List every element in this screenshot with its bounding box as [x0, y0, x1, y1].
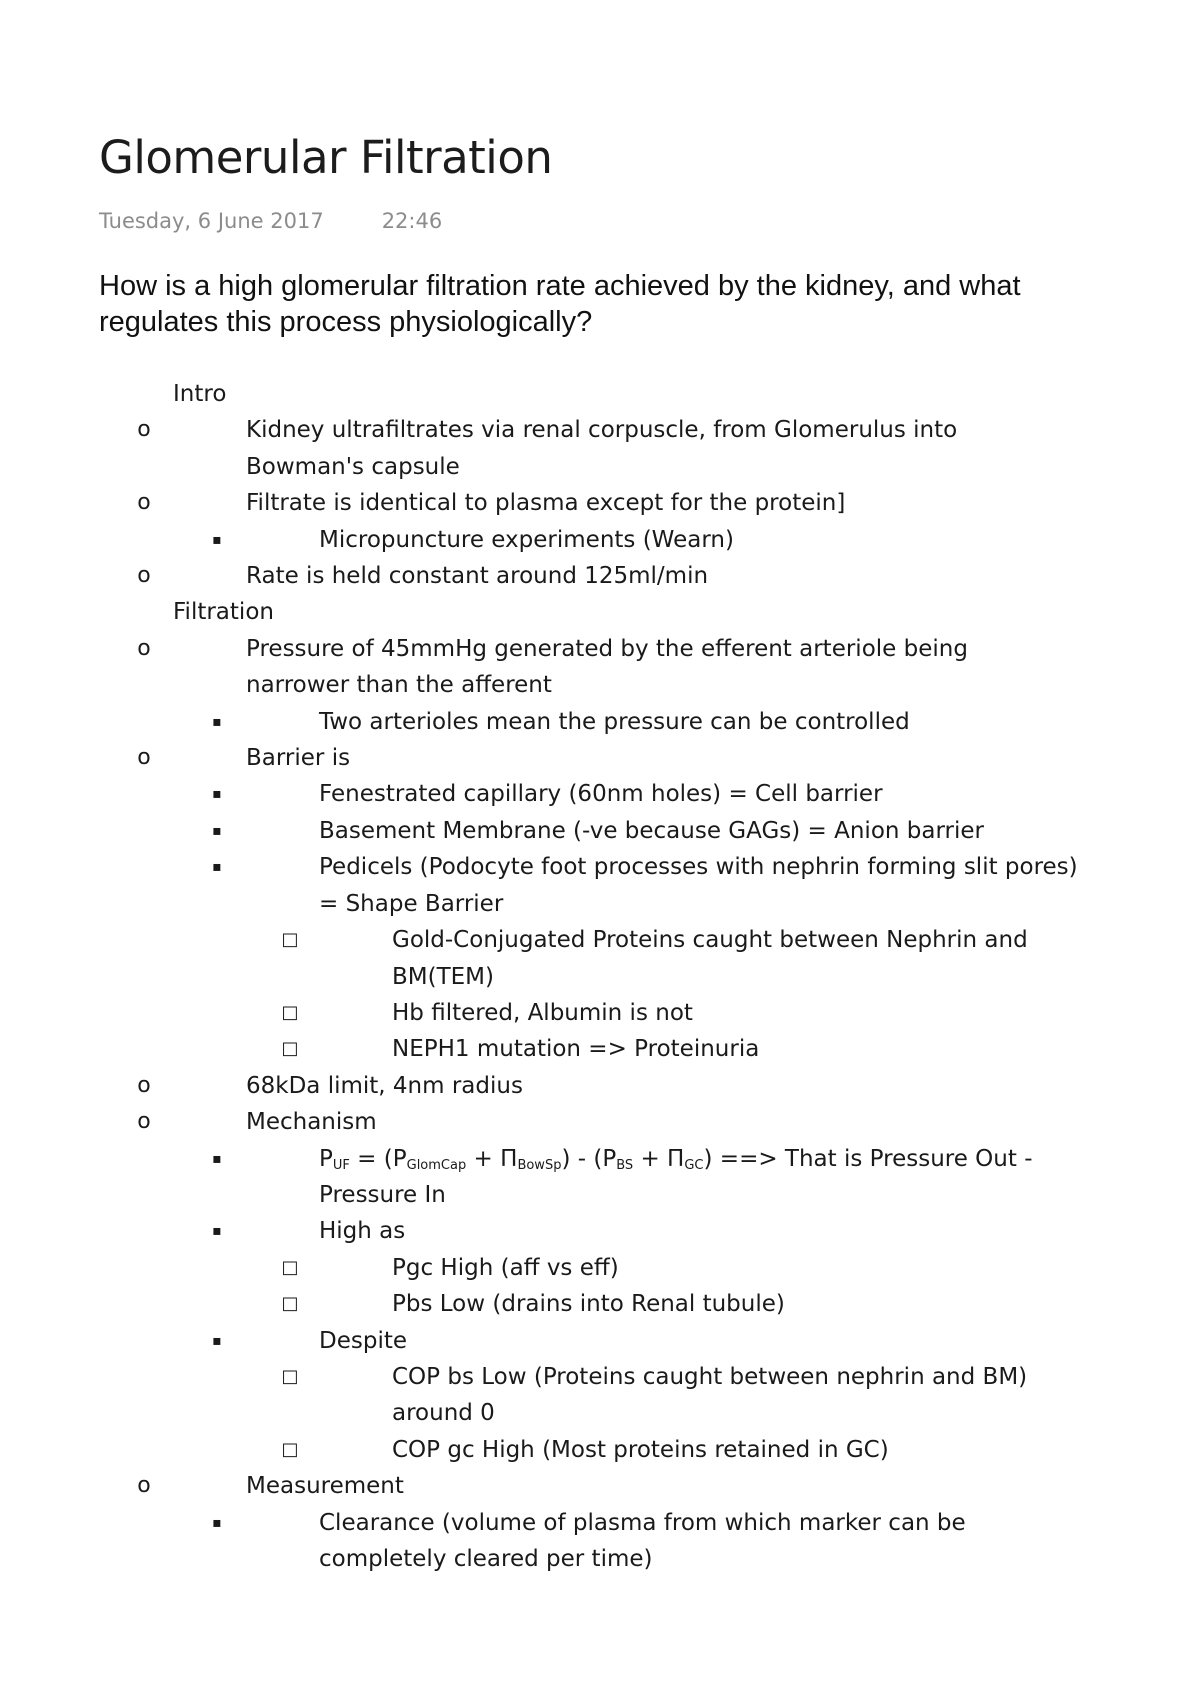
outline-item	[212, 776, 1200, 812]
equation-part: + Π	[633, 1145, 685, 1172]
high-as-sublist	[281, 1250, 1200, 1323]
outline-item	[137, 1468, 1200, 1577]
bullet-circle-icon: o	[137, 563, 151, 589]
outline-text: Kidney ultrafiltrates via renal corpuscle, from Glomerulus into Bowman's capsule	[246, 417, 958, 480]
equation-subscript: GlomCap	[406, 1157, 467, 1173]
bullet-circle-icon: o	[137, 1072, 151, 1098]
bullet-open-square-icon: □	[281, 1038, 299, 1060]
outline-text: Two arterioles mean the pressure can be controlled	[319, 708, 910, 735]
filtration-equation	[319, 1141, 1079, 1214]
bullet-circle-icon: o	[137, 635, 151, 661]
outline-item	[212, 704, 1200, 740]
outline-item	[212, 1323, 1200, 1469]
equation-part: = (P	[349, 1145, 407, 1172]
outline-text: Hb filtered, Albumin is not	[392, 999, 693, 1026]
bullet-circle-icon: o	[137, 1109, 151, 1135]
page-time: 22:46	[381, 209, 443, 233]
outline-text: COP bs Low (Proteins caught between nephrin and BM) around 0	[392, 1363, 1028, 1427]
outline-text: High as	[319, 1218, 406, 1245]
pedicels-sublist	[281, 922, 1200, 1068]
outline-item	[212, 849, 1200, 1067]
outline-item	[281, 1286, 1200, 1322]
outline-item	[212, 522, 1200, 558]
bullet-circle-icon: o	[137, 417, 151, 443]
bullet-open-square-icon: □	[281, 1438, 299, 1460]
outline-text: Rate is held constant around 125ml/min	[246, 563, 709, 590]
bullet-open-square-icon: □	[281, 1001, 299, 1023]
equation-subscript: BowSp	[517, 1157, 562, 1173]
outline-item	[212, 813, 1200, 849]
bullet-open-square-icon: □	[281, 1365, 299, 1387]
filtrate-sublist	[212, 522, 1200, 558]
bullet-square-icon: ▪	[212, 1332, 222, 1349]
outline-item	[212, 1141, 1200, 1214]
bullet-circle-icon: o	[137, 1473, 151, 1499]
equation-subscript: GC	[684, 1157, 704, 1173]
outline-text: Pgc High (aff vs eff)	[392, 1254, 619, 1281]
page-timestamp	[99, 206, 442, 236]
notes-outline	[0, 376, 1200, 1577]
outline-text: Basement Membrane (-ve because GAGs) = Anion barrier	[319, 817, 984, 844]
page-date: Tuesday, 6 June 2017	[99, 209, 324, 233]
bullet-square-icon: ▪	[212, 531, 222, 548]
outline-text: Gold-Conjugated Proteins caught between Nephrin and BM(TEM)	[392, 927, 1028, 990]
bullet-open-square-icon: □	[281, 1293, 299, 1315]
mechanism-sublist	[212, 1141, 1200, 1469]
outline-item	[137, 1068, 1200, 1104]
measurement-sublist	[212, 1505, 1200, 1578]
equation-part: ) ==> That is Pressure Out - Pressure In	[319, 1145, 1033, 1208]
equation-part: ) - (P	[561, 1145, 617, 1172]
bullet-square-icon: ▪	[212, 1150, 222, 1167]
outline-text: NEPH1 mutation => Proteinuria	[392, 1036, 760, 1063]
outline-text: Mechanism	[246, 1109, 377, 1136]
bullet-circle-icon: o	[137, 490, 151, 516]
outline-text: Fenestrated capillary (60nm holes) = Cell barrier	[319, 781, 883, 808]
equation-subscript: BS	[616, 1157, 634, 1173]
outline-text: Filtrate is identical to plasma except for the protein]	[246, 490, 846, 517]
despite-sublist	[281, 1359, 1200, 1468]
outline-item	[137, 485, 1200, 558]
outline-item	[212, 1213, 1200, 1322]
outline-text: Clearance (volume of plasma from which marker can be completely cleared per time)	[319, 1509, 966, 1572]
outline-item	[137, 740, 1200, 1068]
bullet-square-icon: ▪	[212, 859, 222, 876]
outline-text: Pbs Low (drains into Renal tubule)	[392, 1291, 785, 1318]
outline-item	[281, 1359, 1200, 1432]
essay-question: How is a high glomerular filtration rate achieved by the kidney, and what regulates this process physiologically?	[99, 270, 1021, 338]
bullet-open-square-icon: □	[281, 1256, 299, 1278]
outline-text: Micropuncture experiments (Wearn)	[319, 526, 734, 553]
outline-item-filtration	[0, 594, 1200, 1577]
outline-item	[281, 1432, 1200, 1468]
outline-item	[281, 922, 1200, 995]
outline-item-intro	[0, 376, 1200, 594]
bullet-open-square-icon: □	[281, 929, 299, 951]
outline-heading: Filtration	[173, 599, 274, 626]
outline-text: Measurement	[246, 1473, 404, 1500]
outline-text: COP gc High (Most proteins retained in GC)	[392, 1436, 889, 1463]
outline-text: 68kDa limit, 4nm radius	[246, 1072, 523, 1099]
bullet-square-icon: ▪	[212, 786, 222, 803]
barrier-sublist	[212, 776, 1200, 1067]
bullet-circle-icon: o	[137, 745, 151, 771]
bullet-square-icon: ▪	[212, 1223, 222, 1240]
equation-subscript: UF	[332, 1157, 350, 1173]
outline-text: Pedicels (Podocyte foot processes with nephrin forming slit pores) = Shape Barrier	[319, 854, 1078, 917]
outline-item	[212, 1505, 1200, 1578]
intro-sublist	[137, 412, 1200, 594]
outline-text: Barrier is	[246, 745, 351, 772]
outline-item	[137, 412, 1200, 485]
outline-text: Despite	[319, 1327, 408, 1354]
outline-item	[281, 1250, 1200, 1286]
page-title: Glomerular Filtration	[99, 131, 553, 184]
outline-item	[137, 1104, 1200, 1468]
outline-item	[137, 558, 1200, 594]
bullet-square-icon: ▪	[212, 822, 222, 839]
bullet-square-icon: ▪	[212, 713, 222, 730]
equation-part: + Π	[466, 1145, 518, 1172]
bullet-square-icon: ▪	[212, 1514, 222, 1531]
outline-heading: Intro	[173, 381, 227, 407]
equation-part: P	[319, 1145, 333, 1172]
outline-item	[281, 1031, 1200, 1067]
outline-item	[281, 995, 1200, 1031]
outline-item	[137, 631, 1200, 740]
pressure-sublist	[212, 704, 1200, 740]
filtration-sublist	[137, 631, 1200, 1578]
outline-text: Pressure of 45mmHg generated by the efferent arteriole being narrower than the afferent	[246, 635, 968, 699]
